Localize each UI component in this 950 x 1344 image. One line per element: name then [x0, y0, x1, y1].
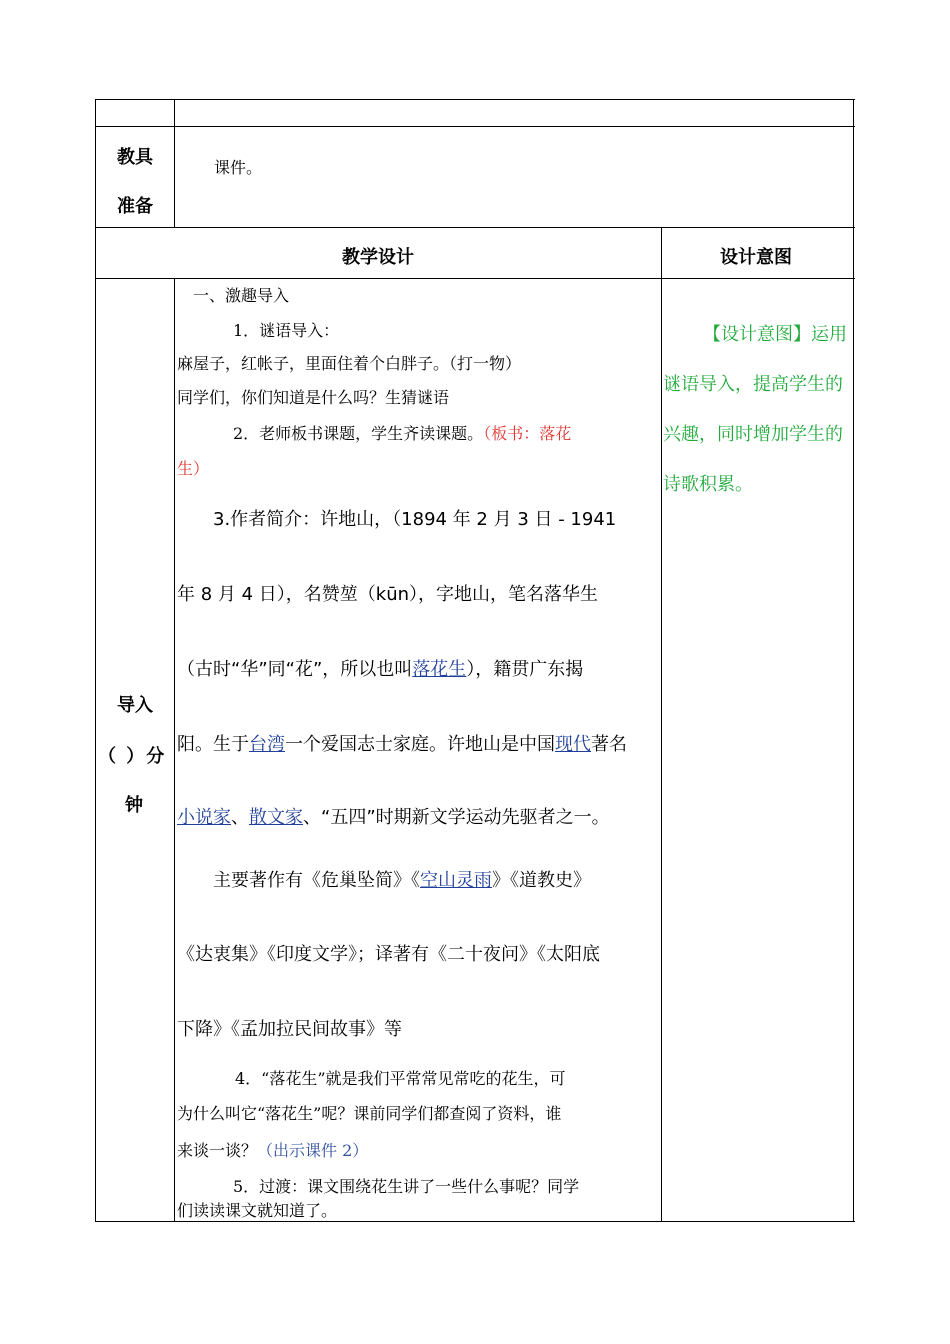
header-teaching-design: 教学设计 — [342, 247, 414, 268]
intent-line4: 诗歌积累。 — [663, 474, 753, 495]
works-line1 — [213, 866, 591, 892]
tools-label-line2: 准备 — [117, 196, 153, 217]
works-line2: 《达衷集》《印度文学》；译著有《二十夜问》《太阳底 — [177, 944, 600, 965]
riddle-question: 同学们，你们知道是什么吗？生猜谜语 — [177, 388, 450, 407]
works-line1-text-b: 》《道教史》 — [492, 870, 591, 891]
table-border-bottom — [95, 1221, 855, 1222]
works-line3: 下降》《孟加拉民间故事》等 — [177, 1019, 402, 1040]
item-2-board-note-cont: 生） — [177, 459, 210, 478]
link-modern[interactable]: 现代 — [555, 734, 591, 755]
table-col-divider — [174, 278, 175, 1222]
author-bio-line3-text-b: ），籍贯广东揭 — [466, 659, 584, 680]
author-bio-line4-text-b: 一个爱国志士家庭。许地山是中国 — [285, 734, 555, 755]
author-bio-line3-text: （古时“华”同“花”，所以也叫 — [177, 659, 413, 680]
item-2-main: 2．老师板书课题，学生齐读课题。 — [233, 424, 484, 443]
table-row-divider — [95, 126, 855, 127]
section-title: 一、激趣导入 — [193, 286, 290, 305]
author-bio-line4-text-c: 著名 — [591, 734, 627, 755]
section-label-line2: （ ）分 — [98, 746, 167, 767]
link-taiwan[interactable]: 台湾 — [249, 734, 285, 755]
riddle-text: 麻屋子，红帐子，里面住着个白胖子。（打一物） — [177, 354, 522, 373]
table-col-divider — [174, 99, 175, 228]
author-bio-line5-sep: 、 — [231, 807, 249, 828]
table-row-divider — [95, 227, 855, 228]
link-essayist[interactable]: 散文家 — [249, 807, 303, 828]
author-bio-line1: 3.作者简介：许地山，（1894 年 2 月 3 日 - 1941 — [213, 509, 617, 530]
link-novelist[interactable]: 小说家 — [177, 807, 231, 828]
item-4-line1: 4．“落花生”就是我们平常常见常吃的花生，可 — [235, 1069, 566, 1088]
table-border-right — [853, 99, 854, 1222]
header-design-intent: 设计意图 — [720, 247, 792, 268]
table-border-top — [95, 99, 855, 100]
intent-line3: 兴趣，同时增加学生的 — [663, 424, 843, 445]
section-label-line3: 钟 — [125, 795, 143, 816]
intent-line1: 【设计意图】运用 — [703, 324, 847, 345]
item-4-line3 — [177, 1138, 368, 1161]
tools-content: 课件。 — [214, 158, 263, 177]
author-bio-line4 — [177, 730, 627, 756]
item-5-line1: 5．过渡：课文围绕花生讲了一些什么事呢？同学 — [233, 1177, 580, 1196]
item-2-text — [233, 421, 571, 444]
link-luohuasheng[interactable]: 落花生 — [412, 659, 467, 680]
item-4-line3-text: 来谈一谈？ — [177, 1141, 258, 1160]
table-col-divider — [661, 227, 662, 1222]
author-bio-line5-text: 、“五四”时期新文学运动先驱者之一。 — [303, 807, 610, 828]
tools-label-line1: 教具 — [117, 147, 153, 168]
section-label-line1: 导入 — [117, 695, 153, 716]
item-4-line2: 为什么叫它“落花生”呢？课前同学们都查阅了资料，谁 — [177, 1104, 562, 1123]
table-row-divider — [95, 278, 855, 279]
table-border-left — [95, 99, 96, 1222]
author-bio-line3 — [177, 655, 583, 681]
intent-line2: 谜语导入，提高学生的 — [663, 374, 843, 395]
item-5-line2: 们读读课文就知道了。 — [177, 1201, 338, 1220]
works-line1-text: 主要著作有《危巢坠简》《 — [213, 870, 420, 891]
link-kongshan-lingyu[interactable]: 空山灵雨 — [420, 870, 492, 891]
author-bio-line5 — [177, 803, 610, 829]
item-4-slide-note: （出示课件 2） — [257, 1141, 369, 1160]
author-bio-line4-text: 阳。生于 — [177, 734, 249, 755]
item-1-title: 1．谜语导入： — [233, 321, 340, 340]
author-bio-line2: 年 8 月 4 日），名赞堃（kūn），字地山，笔名落华生 — [177, 584, 599, 605]
item-2-board-note: （板书：落花 — [483, 424, 572, 443]
